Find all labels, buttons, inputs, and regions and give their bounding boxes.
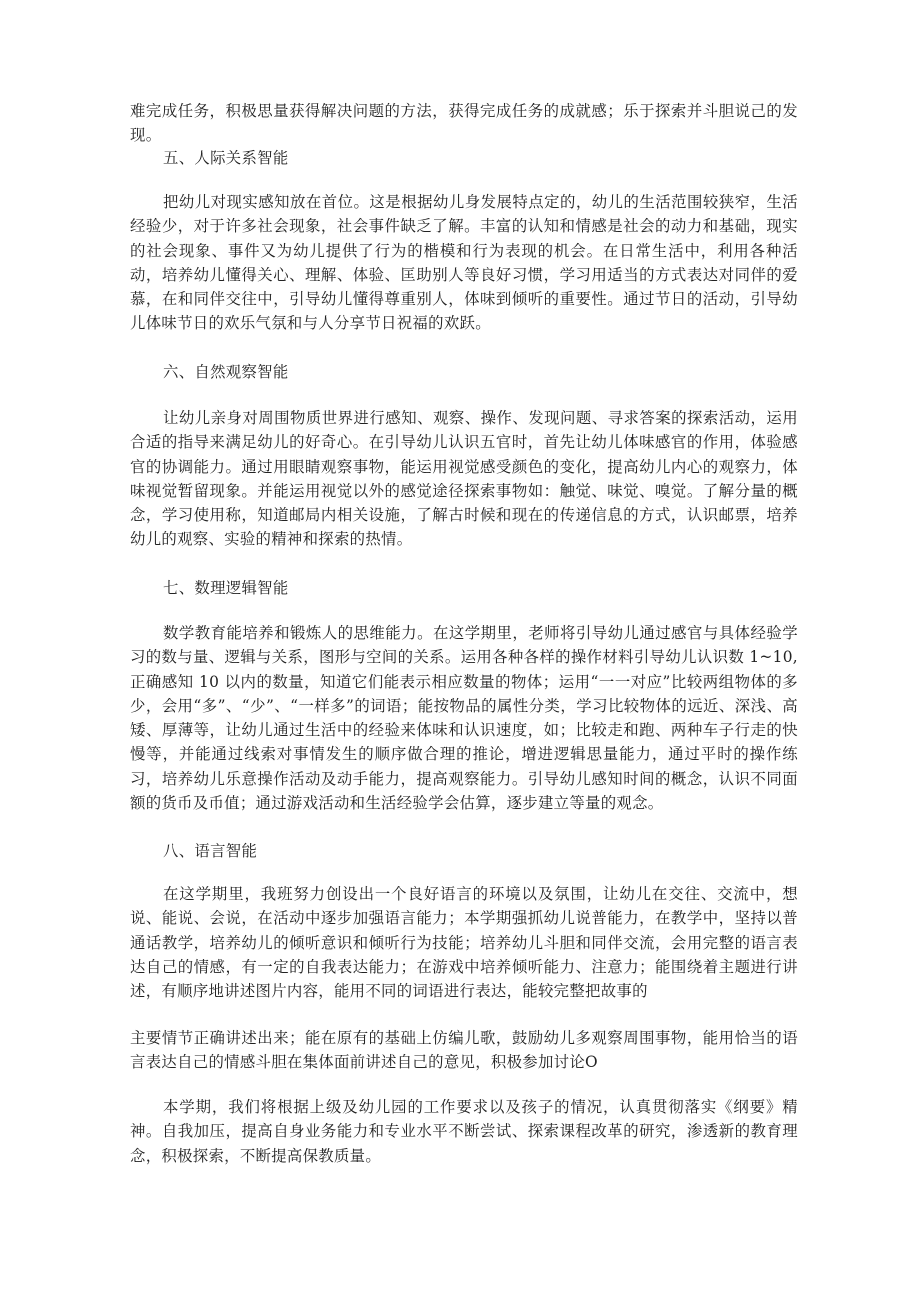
section-6-heading: 六、自然观察智能 xyxy=(163,363,289,381)
section-8-heading: 八、语言智能 xyxy=(163,842,258,860)
intro-continuation: 难完成任务，积极思量获得解决问题的方法，获得完成任务的成就感；乐于探索并斗胆说己的发现。 xyxy=(130,102,798,145)
conclusion-paragraph: 本学期，我们将根据上级及幼儿园的工作要求以及孩子的情况，认真贯彻落实《纲要》精神。自我加压，提高自身业务能力和专业水平不断尝试、探索课程改革的研究，渗透新的教育理念，积极探索，不断提高保教质量。 xyxy=(130,1098,798,1165)
section-5-heading: 五、人际关系智能 xyxy=(163,149,289,167)
section-8-body: 在这学期里，我班努力创设出一个良好语言的环境以及氛围，让幼儿在交往、交流中，想说、能说、会说，在活动中逐步加强语言能力；本学期强抓幼儿说普能力，在教学中，坚持以普通话教学，培养幼儿的倾听意识和倾听行为技能；培养幼儿斗胆和同伴交流，会用完整的语言表达自己的情感，有一定的自我表达能力；在游戏中培养倾听能力、注意力；能围绕着主题进行讲述，有顺序地讲述图片内容，能用不同的词语进行表达，能较完整把故事的 xyxy=(130,885,798,1001)
section-8-continuation: 主要情节正确讲述出来；能在原有的基础上仿编儿歌，鼓励幼儿多观察周围事物，能用恰当的语言表达自己的情感斗胆在集体面前讲述自己的意见，积极参加讨论O xyxy=(130,1029,798,1072)
section-7-body: 数学教育能培养和锻炼人的思维能力。在这学期里，老师将引导幼儿通过感官与具体经验学习的数与量、逻辑与关系，图形与空间的关系。运用各种各样的操作材料引导幼儿认识数 1~10,正确感知 10 以内的数量，知道它们能表示相应数量的物体；运用“一一对应”比较两组物体的多少，会用“多”、“少”、“一样多”的词语；能按物品的属性分类，学习比较物体的远近、深浅、高矮、厚薄等，让幼儿通过生活中的经验来体味和认识速度，如；比较走和跑、两种车子行走的快慢等，并能通过线索对事情发生的顺序做合理的推论，增进逻辑思量能力，通过平时的操作练习，培养幼儿乐意操作活动及动手能力，提高观察能力。引导幼儿感知时间的概念，认识不同面额的货币及币值；通过游戏活动和生活经验学会估算，逐步建立等量的观念。 xyxy=(130,624,798,813)
section-6-body: 让幼儿亲身对周围物质世界进行感知、观察、操作、发现问题、寻求答案的探索活动，运用合适的指导来满足幼儿的好奇心。在引导幼儿认识五官时，首先让幼儿体味感官的作用，体验感官的协调能力。通过用眼睛观察事物，能运用视觉感受颜色的变化，提高幼儿内心的观察力，体味视觉暂留现象。并能运用视觉以外的感觉途径探索事物如：触觉、味觉、嗅觉。了解分量的概念，学习使用称，知道邮局内相关设施，了解古时候和现在的传递信息的方式，认识邮票，培养幼儿的观察、实验的精神和探索的热情。 xyxy=(130,409,798,549)
section-5-body: 把幼儿对现实感知放在首位。这是根据幼儿身发展特点定的，幼儿的生活范围较狭窄，生活经验少，对于许多社会现象，社会事件缺乏了解。丰富的认知和情感是社会的动力和基础，现实的社会现象、事件又为幼儿提供了行为的楷模和行为表现的机会。在日常生活中，利用各种活动，培养幼儿懂得关心、理解、体验、匡助别人等良好习惯，学习用适当的方式表达对同伴的爱慕，在和同伴交往中，引导幼儿懂得尊重别人，体味到倾听的重要性。通过节日的活动，引导幼儿体味节日的欢乐气氛和与人分享节日祝福的欢跃。 xyxy=(130,193,798,333)
section-7-heading: 七、数理逻辑智能 xyxy=(163,579,289,597)
